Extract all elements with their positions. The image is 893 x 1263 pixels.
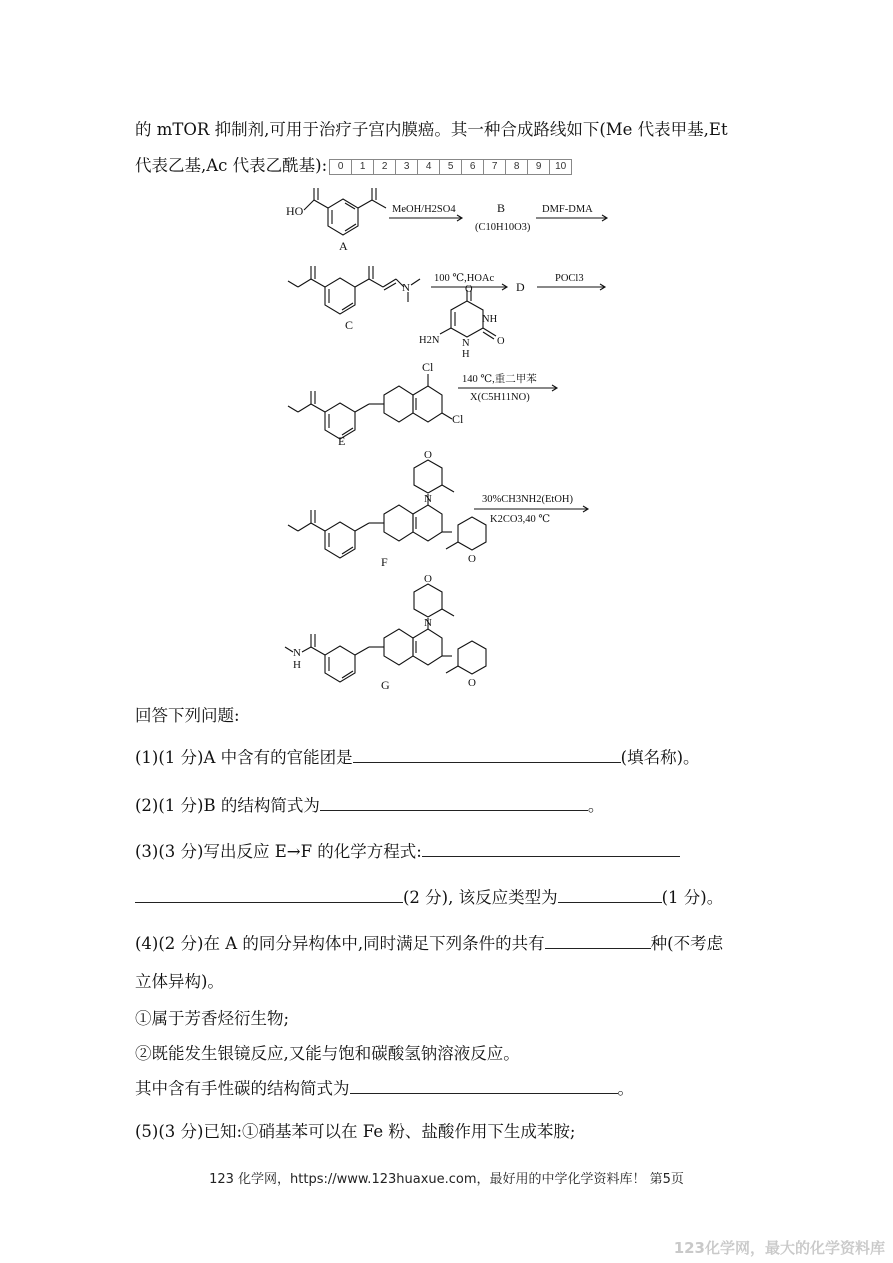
e-cl-bottom: Cl (452, 412, 464, 426)
intro-line-2-text: 代表乙基,Ac 代表乙酰基): (135, 156, 328, 175)
answer-blank-4b[interactable] (350, 1079, 618, 1094)
step5-reagent-bottom: X(C5H11NO) (470, 392, 530, 403)
uracil-h2: H (462, 349, 470, 360)
question-3 (135, 838, 680, 862)
intro-line-1: 的 mTOR 抑制剂,可用于治疗子宫内膜癌。其一种合成路线如下(Me 代表甲基,Et (135, 120, 728, 139)
g-amide-h: H (293, 659, 301, 671)
g-morpholine-n-top: N (424, 617, 432, 629)
compound-g-label: G (381, 678, 390, 692)
ruler-tick: 6 (461, 160, 483, 174)
step4-reagent: POCl3 (555, 273, 584, 284)
answer-blank-3b[interactable] (135, 888, 403, 903)
answer-blank-2[interactable] (320, 796, 588, 811)
question-3-text: (3)(3 分)写出反应 E→F 的化学方程式: (135, 842, 422, 861)
question-1-suffix: (填名称)。 (620, 748, 700, 767)
uracil-nh2: H2N (419, 335, 440, 346)
step5-reagent-top: 140 ℃,重二甲苯 (462, 374, 537, 385)
compound-f-label: F (381, 555, 388, 569)
step6-reagent-bottom: K2CO3,40 ℃ (490, 514, 551, 525)
question-2-text: (2)(1 分)B 的结构简式为 (135, 796, 320, 815)
questions-intro: 回答下列问题: (135, 706, 240, 725)
g-amide-n: N (293, 647, 301, 659)
question-2-suffix: 。 (587, 796, 605, 815)
question-4 (135, 930, 723, 954)
c-n-label: N (402, 282, 410, 294)
condition-2: ②既能发生银镜反应,又能与饱和碳酸氢钠溶液反应。 (135, 1044, 520, 1063)
page-footer: 123 化学网，https://www.123huaxue.com，最好用的中学化学资料库！ 第5页 (209, 1172, 684, 1187)
ruler-tick: 3 (395, 160, 417, 174)
f-morpholine-o-top: O (424, 449, 432, 461)
e-cl-top: Cl (422, 360, 434, 374)
uracil-n2: N (462, 338, 470, 349)
ruler-tick: 9 (527, 160, 549, 174)
ruler-tick: 0 (337, 160, 344, 172)
g-morpholine-o-top: O (424, 573, 432, 585)
ruler-tick: 8 (505, 160, 527, 174)
compound-c-label: C (345, 318, 354, 332)
compound-b-label: B (497, 201, 506, 215)
uracil-n1: N (482, 314, 490, 325)
uracil-o-top: O (465, 284, 473, 295)
question-3-mid: (2 分), 该反应类型为 (403, 888, 558, 907)
ruler-tick: 10 (549, 160, 571, 174)
ruler-tick: 5 (439, 160, 461, 174)
f-morpholine-o-bottom: O (468, 553, 476, 565)
ruler-tick: 4 (417, 160, 439, 174)
watermark: 123化学网，最大的化学资料库 (673, 1239, 885, 1257)
step1-reagent: MeOH/H2SO4 (392, 204, 456, 215)
question-4-chiral-suffix: 。 (617, 1079, 634, 1098)
question-2 (135, 792, 604, 816)
f-morpholine-n-top: N (424, 493, 432, 505)
step3-reagent: 100 ℃,HOAc (434, 273, 495, 284)
question-3-suffix: (1 分)。 (661, 888, 724, 907)
g-morpholine-o-bottom: O (468, 677, 476, 689)
uracil-nh-top (482, 314, 498, 325)
ruler-tick: 1 (351, 160, 373, 174)
answer-blank-4a[interactable] (545, 934, 651, 949)
compound-d-label: D (516, 280, 525, 294)
answer-blank-3c[interactable] (558, 888, 662, 903)
answer-blank-3a[interactable] (422, 842, 680, 857)
step6-reagent-top: 30%CH3NH2(EtOH) (482, 494, 573, 505)
question-3-cont (135, 884, 723, 908)
ruler-tick: 2 (373, 160, 395, 174)
uracil-h1: H (489, 314, 498, 325)
a-ho-label: HO (286, 204, 304, 218)
ruler-tick: 7 (483, 160, 505, 174)
question-1 (135, 744, 700, 768)
question-4-chiral-text: 其中含有手性碳的结构简式为 (135, 1079, 350, 1098)
condition-1: ①属于芳香烃衍生物; (135, 1009, 290, 1028)
answer-blank-1[interactable] (353, 748, 621, 763)
step2-reagent: DMF-DMA (542, 204, 593, 215)
question-5: (5)(3 分)已知:①硝基苯可以在 Fe 粉、盐酸作用下生成苯胺; (135, 1122, 576, 1141)
question-4-cont: 立体异构)。 (135, 972, 224, 991)
question-4-chiral (135, 1075, 634, 1099)
question-1-text: (1)(1 分)A 中含有的官能团是 (135, 748, 353, 767)
compound-a-label: A (339, 239, 348, 253)
compound-e-label: E (338, 434, 346, 448)
compound-b-formula: (C10H10O3) (475, 222, 531, 233)
question-4-text: (4)(2 分)在 A 的同分异构体中,同时满足下列条件的共有 (135, 934, 545, 953)
uracil-o-bottom: O (497, 336, 505, 347)
question-4-mid: 种(不考虑 (650, 934, 724, 953)
